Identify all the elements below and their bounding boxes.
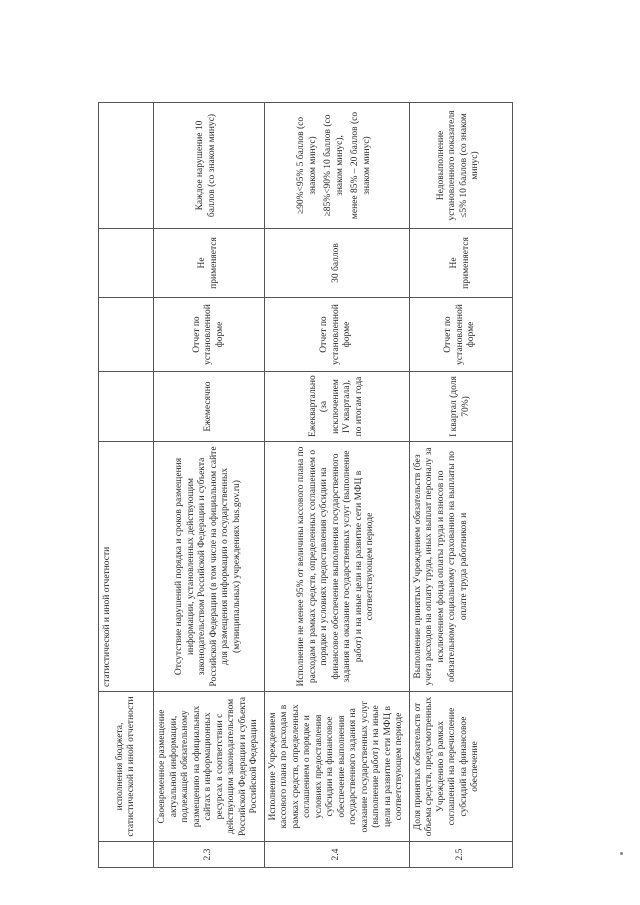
table-row: [154, 103, 265, 868]
cell-num: 2.4: [264, 842, 409, 868]
cell-num: 2.5: [409, 842, 512, 868]
cell-criteria: ≥90%<95% 5 баллов (со знаком минус) ≥85%<90% 10 баллов (со знаком минус), менее 85% – 20 баллов (со знаком минус): [264, 103, 409, 229]
table-row: [99, 103, 154, 868]
cell-form: Отчет по установленной форме: [154, 298, 265, 372]
cell-points: [99, 229, 154, 298]
cell-period: I квартал (доля 70%): [409, 372, 512, 442]
cell-form: Отчет по установленной форме: [264, 298, 409, 372]
cell-form: [99, 298, 154, 372]
table-row: [409, 103, 512, 868]
cell-criteria: [99, 103, 154, 229]
cell-indicator-name: Исполнение Учреждением кассового плана по расходам в рамках средств, определенных соглашением о порядке и условиях предоставления субсидии на финансовое обеспечение выполнения государственного задания на оказание государственных услуг (выполнение работ) и на иные цели на развитие сети МФЦ в соответствующем периоде: [264, 692, 409, 842]
cell-indicator-desc: статистической и иной отчетности: [99, 442, 154, 692]
cell-criteria: Недовыполнение установленного показателя ≤5% 10 баллов (со знаком минус): [409, 103, 512, 229]
cell-num: 2.3: [154, 842, 265, 868]
cell-period: [99, 372, 154, 442]
table-row: [264, 103, 409, 868]
cell-criteria: Каждое нарушение 10 баллов (со знаком минус): [154, 103, 265, 229]
cell-indicator-name: Доля принятых обязательств от объема средств, предусмотренных Учреждению в рамках соглашений на перечисление субсидий на финансовое обеспечение: [409, 692, 512, 842]
cell-indicator-name: исполнения бюджета, статистической и иной отчетности: [99, 692, 154, 842]
cell-points: 30 баллов: [264, 229, 409, 298]
cell-period: Ежеквартально (за исключением IV квартала), по итогам года: [264, 372, 409, 442]
cell-period: Ежемесячно: [154, 372, 265, 442]
cell-form: Отчет по установленной форме: [409, 298, 512, 372]
cell-indicator-name: Своевременное размещение актуальной информации, подлежащей обязательному размещению на официальных сайтах в информационных ресурсах в соответствии с действующим законодательством Российской Федерации и субъекта Российской Федерации: [154, 692, 265, 842]
cell-points: Не применяется: [409, 229, 512, 298]
scan-speck: [620, 852, 623, 855]
cell-num: [99, 842, 154, 868]
rotated-table-container: [98, 103, 480, 868]
cell-indicator-desc: Отсутствие нарушений порядка и сроков размещения информации, установленных действующим законодательством Российской Федерации и субъекта Российской Федерации (в том числе на официальном сайте для размещения информации о государственных (муниципальных) учреждениях bus.gov.ru): [154, 442, 265, 692]
cell-indicator-desc: Выполнение принятых Учреждением обязательств (без учета расходов на оплату труда, иных выплат персоналу за исключением фонда оплаты труда и взносов по обязательному социальному страхованию на выплаты по оплате труда работников и: [409, 442, 512, 692]
cell-points: Не применяется: [154, 229, 265, 298]
cell-indicator-desc: Исполнение не менее 95% от величины кассового плана по расходам в рамках средств, определенных соглашением о порядке и условиях предоставления субсидии на финансовое обеспечение выполнения государственного задания на оказание государственных услуг (выполнение работ) и на иные цели на развитие сети МФЦ в соответствующем периоде: [264, 442, 409, 692]
indicators-table: [98, 102, 513, 868]
